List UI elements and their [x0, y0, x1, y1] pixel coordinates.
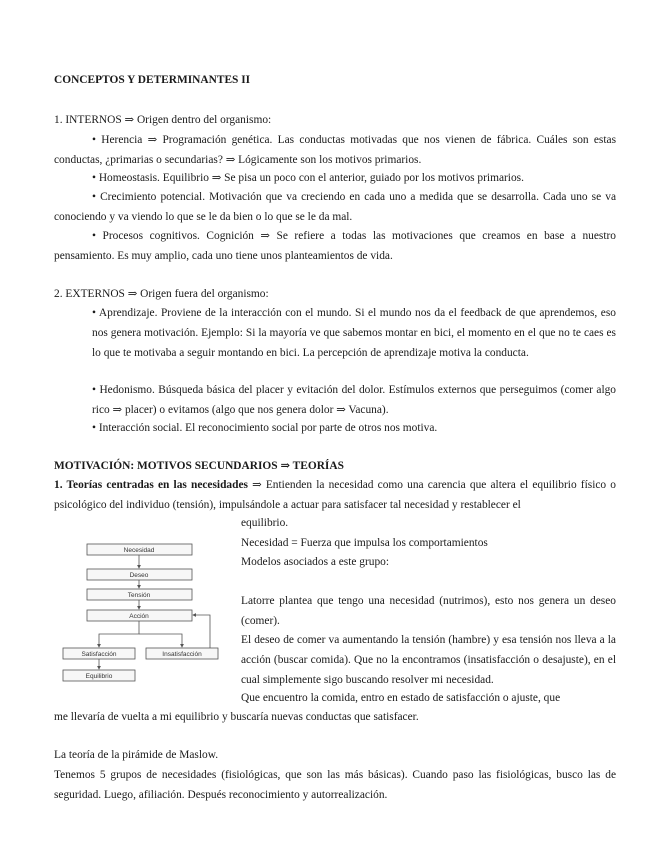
maslow-title: La teoría de la pirámide de Maslow. [54, 749, 219, 761]
externos-item-interaccion: • Interacción social. El reconocimiento social por parte de otros nos motiva. [92, 422, 438, 434]
externos-item-hedonismo: • Hedonismo. Búsqueda básica del placer y evitación del dolor. Estímulos externos que perseguimos (comer algo rico ⇒ placer) o evitamos (algo que nos genera dolor ⇒ Vacuna). [92, 384, 616, 416]
internos-item-crecimiento: • Crecimiento potencial. Motivación que va creciendo en cada uno a medida que se desarrolla. Cada uno se va conociendo y va viendo lo que se le da bien o lo que se le da mal. [54, 191, 616, 223]
externos-heading: 2. EXTERNOS ⇒ Origen fuera del organismo: [54, 288, 269, 300]
internos-item-homeostasis: • Homeostasis. Equilibrio ⇒ Se pisa un poco con el anterior, guiado por los motivos primarios. [92, 172, 524, 184]
label-equilibrio: Equilibrio [85, 673, 113, 680]
label-insatisfaccion: Insatisfacción [162, 651, 202, 658]
maslow-text: Tenemos 5 grupos de necesidades (fisiológicas, que son las más básicas). Cuando paso las fisiológicas, busco las de seguridad. Luego, afiliación. Después reconocimiento y autorrealización. [54, 769, 616, 801]
right-line-deseo: El deseo de comer va aumentando la tensión (hambre) y esa tensión nos lleva a la acción (buscar comida). Que no la encontramos (insatisfacción o desajuste), en el cual simplemente sigo buscando resolver mi necesidad. [241, 634, 616, 686]
label-tension: Tensión [127, 592, 151, 599]
right-line-encuentro: Que encuentro la comida, entro en estado de satisfacción o ajuste, que [241, 692, 561, 704]
theory1-paragraph [54, 475, 616, 515]
theory1-label: 1. Teorías centradas en las necesidades [54, 479, 248, 491]
motivacion-heading: MOTIVACIÓN: MOTIVOS SECUNDARIOS ⇒ TEORÍAS [54, 460, 344, 472]
right-line-equilibrio: equilibrio. [241, 517, 289, 529]
internos-item-cognitivos: • Procesos cognitivos. Cognición ⇒ Se refiere a todas las motivaciones que creamos en base a nuestro pensamiento. Es muy amplio, cada uno tiene unos planteamientos de vida. [54, 230, 616, 262]
page-title: CONCEPTOS Y DETERMINANTES II [54, 74, 251, 86]
label-satisfaccion: Satisfacción [81, 651, 117, 658]
continuation-line: me llevaría de vuelta a mi equilibrio y buscaría nuevas conductas que satisfacer. [54, 711, 419, 723]
externos-item-aprendizaje: • Aprendizaje. Proviene de la interacción con el mundo. Si el mundo nos da el feedback de que aprendemos, eso nos genera motivación. Ejemplo: Si la mayoría ve que sabemos montar en bici, el momento en el que no te caes es lo que te motivaba a seguir montando en bici. La percepción de aprendizaje motiva la conducta. [92, 307, 616, 359]
label-accion: Acción [129, 613, 149, 620]
right-line-necesidad: Necesidad = Fuerza que impulsa los comportamientos [241, 537, 488, 549]
label-deseo: Deseo [129, 572, 149, 579]
right-line-modelos: Modelos asociados a este grupo: [241, 556, 390, 568]
theory1-text: ⇒ Entienden la necesidad como una carencia que altera el equilibrio físico o psicológico del individuo (tensión), impulsándole a actuar para satisfacer tal necesidad y restablecer el [54, 479, 616, 511]
right-line-latorre: Latorre plantea que tengo una necesidad (nutrimos), esto nos genera un deseo (comer). [241, 595, 616, 627]
motivation-cycle-diagram [62, 540, 220, 688]
internos-item-herencia: • Herencia ⇒ Programación genética. Las conductas motivadas que nos vienen de fábrica. Cuáles son estas conductas, ¿primarias o secundarias? ⇒ Lógicamente son los motivos primarios. [54, 134, 616, 166]
internos-heading: 1. INTERNOS ⇒ Origen dentro del organismo: [54, 114, 272, 126]
label-necesidad: Necesidad [123, 547, 155, 554]
